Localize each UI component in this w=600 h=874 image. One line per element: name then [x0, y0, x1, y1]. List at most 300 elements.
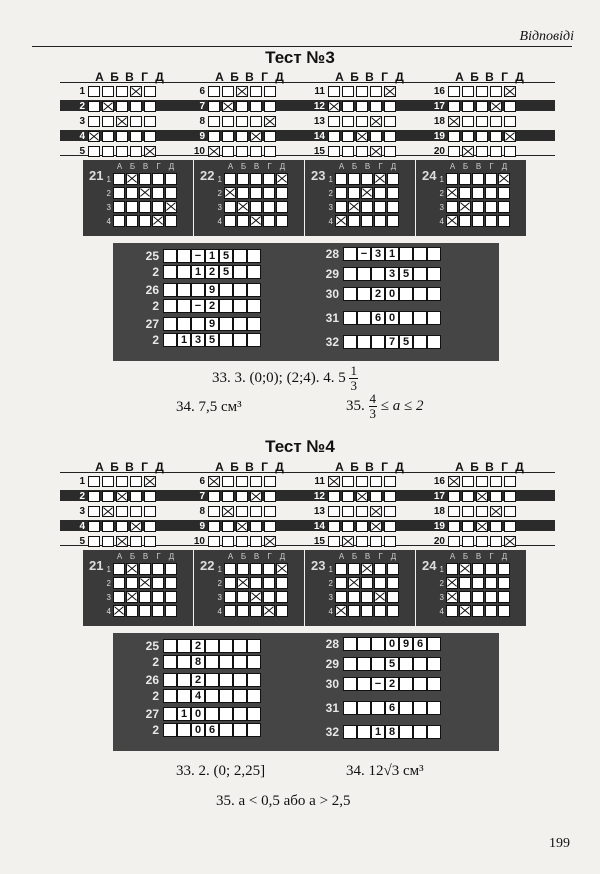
answer-box	[236, 536, 248, 547]
answer-box	[370, 491, 382, 502]
mc-question-row	[180, 504, 278, 518]
answer-box	[356, 476, 368, 487]
matching-box-marked	[335, 605, 347, 617]
matching-row-number: 2	[439, 188, 444, 198]
answer-box	[264, 506, 276, 517]
answer-cell	[163, 283, 177, 297]
answer-cell	[177, 673, 191, 687]
answer-cell	[357, 311, 371, 325]
answer-cell: 1	[191, 265, 205, 279]
letter: Д	[168, 162, 175, 171]
matching-box	[152, 605, 164, 617]
open-answer-row	[133, 283, 261, 297]
answer-cell	[413, 247, 427, 261]
answer-box	[130, 101, 142, 112]
mc-letter-header	[212, 70, 287, 84]
matching-box	[224, 563, 236, 575]
letter: Г	[267, 552, 272, 561]
letter: В	[245, 70, 254, 84]
matching-box	[165, 563, 177, 575]
open-answer-label: 29	[325, 657, 339, 671]
answer-box	[384, 476, 396, 487]
matching-box	[472, 201, 484, 213]
matching-box	[374, 187, 386, 199]
matching-box-marked	[446, 187, 458, 199]
open-answer-label: 26	[145, 673, 159, 687]
matching-row-number: 3	[217, 592, 222, 602]
letter: В	[253, 162, 260, 171]
matching-box	[113, 215, 125, 227]
answer-cell	[371, 637, 385, 651]
answer-box-marked	[328, 476, 340, 487]
answer-box	[328, 116, 340, 127]
matching-row	[439, 172, 511, 186]
answer-cell	[371, 267, 385, 281]
answer-box	[88, 86, 100, 97]
top-rule	[32, 46, 572, 47]
answer-box	[144, 116, 156, 127]
answer-cell	[399, 677, 413, 691]
answer-cell	[247, 265, 261, 279]
answer-cell	[413, 287, 427, 301]
matching-row	[439, 214, 511, 228]
answer-box	[222, 86, 234, 97]
matching-box	[387, 187, 399, 199]
answer-box-marked	[144, 476, 156, 487]
answer-box	[208, 506, 220, 517]
letter: А	[449, 162, 456, 171]
answer-box	[116, 521, 128, 532]
matching-box	[387, 605, 399, 617]
matching-row	[217, 590, 289, 604]
letter: Б	[240, 162, 247, 171]
answer-box	[222, 536, 234, 547]
answer-box	[236, 116, 248, 127]
answer-box	[448, 491, 460, 502]
matching-row-number: 1	[439, 174, 444, 184]
open-answer-row	[313, 637, 441, 651]
matching-box	[374, 577, 386, 589]
matching-box	[237, 215, 249, 227]
matching-box	[387, 201, 399, 213]
matching-box	[361, 591, 373, 603]
answer-box	[130, 536, 142, 547]
letter: В	[365, 460, 374, 474]
question-number: 6	[199, 475, 205, 487]
matching-row	[217, 604, 289, 618]
answer-cell	[163, 299, 177, 313]
answer-cell: 1	[177, 333, 191, 347]
answer-box	[462, 491, 474, 502]
answer-cell: 9	[399, 637, 413, 651]
matching-row	[439, 200, 511, 214]
answer-cell	[163, 265, 177, 279]
letter: Д	[279, 162, 286, 171]
letter: А	[338, 162, 345, 171]
matching-row-number: 3	[439, 592, 444, 602]
test-4-title: Тест №4	[265, 437, 335, 456]
mc-question-row	[180, 114, 278, 128]
answer-cell	[413, 657, 427, 671]
matching-box-marked	[126, 173, 138, 185]
matching-box	[446, 173, 458, 185]
matching-letter-header	[335, 552, 400, 561]
answer-box	[144, 131, 156, 142]
answer-cell: 2	[205, 299, 219, 313]
matching-box	[472, 187, 484, 199]
answer-cell	[219, 707, 233, 721]
matching-row	[328, 214, 400, 228]
answer-box	[476, 476, 488, 487]
answer-box	[88, 506, 100, 517]
answer-cell	[177, 317, 191, 331]
letter: Д	[501, 552, 508, 561]
answer-box	[448, 131, 460, 142]
open-answer-row	[313, 677, 441, 691]
question-number: 10	[193, 535, 205, 547]
letter: В	[125, 460, 134, 474]
answer-cell: −	[371, 677, 385, 691]
answer-box	[328, 131, 340, 142]
answer-cell	[427, 677, 441, 691]
answer-cell	[247, 639, 261, 653]
answer-box	[264, 146, 276, 157]
answer-box-marked	[462, 146, 474, 157]
matching-box	[165, 187, 177, 199]
matching-task-number: 21	[89, 558, 104, 573]
matching-box	[335, 201, 347, 213]
question-number: 11	[314, 85, 325, 97]
answer-box	[116, 101, 128, 112]
matching-box	[250, 173, 262, 185]
answer-box	[462, 521, 474, 532]
matching-box	[348, 563, 360, 575]
matching-row	[106, 186, 178, 200]
answer-box-marked	[102, 101, 114, 112]
matching-grid	[217, 562, 289, 618]
answer-cell	[343, 657, 357, 671]
matching-row	[328, 562, 400, 576]
answer-cell	[163, 707, 177, 721]
matching-box	[335, 577, 347, 589]
answer-box	[462, 506, 474, 517]
answer-cell: 1	[205, 249, 219, 263]
answer-box	[144, 101, 156, 112]
answer-box	[328, 146, 340, 157]
question-number: 15	[313, 535, 325, 547]
answer-box	[236, 101, 248, 112]
matching-grid	[217, 172, 289, 228]
matching-task-panel	[194, 550, 304, 626]
answer-cell	[413, 677, 427, 691]
answer-box	[342, 131, 354, 142]
answer-box	[370, 101, 382, 112]
matching-box	[498, 201, 510, 213]
answer-box	[448, 506, 460, 517]
test-4-answer-34: 34. 12√3 см³	[346, 763, 424, 779]
answer-box-marked	[88, 131, 100, 142]
answer-cell	[413, 267, 427, 281]
answer-box	[490, 521, 502, 532]
answer-box	[370, 476, 382, 487]
answer-cell	[191, 317, 205, 331]
matching-box	[237, 591, 249, 603]
answer-box	[342, 521, 354, 532]
answer-box	[102, 116, 114, 127]
answer-box	[504, 521, 516, 532]
answer-box	[144, 86, 156, 97]
letter: Б	[240, 552, 247, 561]
letter: Б	[230, 460, 239, 474]
question-number: 20	[433, 145, 445, 157]
open-answer-row	[313, 335, 441, 349]
matching-box-marked	[263, 605, 275, 617]
test-3-open-panel	[113, 243, 499, 361]
matching-box	[472, 563, 484, 575]
matching-box	[237, 563, 249, 575]
matching-box	[263, 201, 275, 213]
matching-row	[328, 590, 400, 604]
matching-row-number: 4	[328, 216, 333, 226]
answer-cell: 3	[371, 247, 385, 261]
mc-question-row	[420, 474, 518, 488]
answer-cell	[233, 723, 247, 737]
answer-box	[462, 101, 474, 112]
question-number: 11	[314, 475, 325, 487]
letter: В	[142, 162, 149, 171]
letter: Б	[129, 552, 136, 561]
answer-box-marked	[102, 506, 114, 517]
answer-cell	[399, 657, 413, 671]
answer-box-marked	[222, 101, 234, 112]
answer-cell: 5	[385, 657, 399, 671]
matching-row-number: 1	[328, 174, 333, 184]
matching-box-marked	[459, 201, 471, 213]
matching-box-marked	[276, 173, 288, 185]
question-number: 8	[199, 505, 205, 517]
answer-cell	[177, 655, 191, 669]
answer-box	[144, 536, 156, 547]
matching-box	[165, 173, 177, 185]
answer-cell	[219, 299, 233, 313]
matching-box	[224, 201, 236, 213]
matching-box	[237, 605, 249, 617]
matching-task-panel	[416, 160, 526, 236]
answer-box-marked	[208, 146, 220, 157]
matching-task-number: 24	[422, 168, 437, 183]
answer-cell: 2	[385, 677, 399, 691]
matching-grid	[106, 172, 178, 228]
matching-box-marked	[237, 201, 249, 213]
mc-letter-header	[452, 460, 527, 474]
answer-box	[250, 146, 262, 157]
matching-box	[224, 215, 236, 227]
answer-cell	[177, 689, 191, 703]
test-4-open-panel	[113, 633, 499, 751]
matching-row-number: 2	[106, 188, 111, 198]
mc-letter-header	[212, 460, 287, 474]
answer-box-marked	[504, 536, 516, 547]
answer-box	[476, 146, 488, 157]
matching-box	[498, 215, 510, 227]
question-number: 9	[199, 520, 205, 532]
page-number: 199	[549, 836, 570, 851]
letter: А	[215, 70, 224, 84]
answer-cell	[219, 283, 233, 297]
letter: А	[95, 70, 104, 84]
matching-row	[217, 186, 289, 200]
answer-cell	[247, 249, 261, 263]
matching-grid	[439, 562, 511, 618]
letter: Г	[261, 70, 268, 84]
answer-cell: 1	[371, 725, 385, 739]
matching-box	[387, 563, 399, 575]
answer-box	[462, 536, 474, 547]
answer-box	[356, 101, 368, 112]
letter: В	[485, 70, 494, 84]
open-answer-label: 27	[145, 707, 159, 721]
answer-box	[342, 146, 354, 157]
answer-box	[144, 491, 156, 502]
answer-box-marked	[504, 86, 516, 97]
matching-box	[335, 173, 347, 185]
answer-cell	[427, 287, 441, 301]
mc-question-row	[420, 114, 518, 128]
open-answer-row	[133, 299, 261, 313]
mc-question-row	[420, 129, 518, 143]
matching-box	[485, 577, 497, 589]
question-number: 4	[79, 520, 85, 532]
answer-cell	[343, 701, 357, 715]
letter: В	[365, 70, 374, 84]
open-answer-row	[133, 265, 261, 279]
answer-cell: 6	[205, 723, 219, 737]
answer-box-marked	[504, 131, 516, 142]
mc-question-row	[60, 99, 158, 113]
answer-box	[328, 86, 340, 97]
matching-letter-header	[446, 162, 511, 171]
answer-box-marked	[490, 101, 502, 112]
question-number: 13	[313, 115, 325, 127]
answer-cell	[247, 299, 261, 313]
test-3-answer-35: 35. $\frac{4}{3}$ ≤ a ≤ 2	[346, 391, 424, 421]
answer-box-marked	[448, 116, 460, 127]
matching-row-number: 1	[106, 564, 111, 574]
matching-box-marked	[498, 173, 510, 185]
question-number: 10	[193, 145, 205, 157]
answer-box-marked	[342, 536, 354, 547]
matching-box	[374, 215, 386, 227]
answer-box	[88, 146, 100, 157]
mc-question-row	[420, 504, 518, 518]
answer-box	[356, 116, 368, 127]
answer-box	[102, 131, 114, 142]
question-number: 14	[313, 130, 325, 142]
open-answer-row	[313, 701, 441, 715]
matching-box	[152, 187, 164, 199]
answer-box	[476, 101, 488, 112]
answer-box	[208, 101, 220, 112]
matching-box	[387, 577, 399, 589]
matching-box	[361, 605, 373, 617]
matching-box	[361, 577, 373, 589]
question-number: 1	[79, 85, 85, 97]
letter: Г	[501, 70, 508, 84]
letter: А	[116, 162, 123, 171]
letter: В	[245, 460, 254, 474]
matching-task-panel	[83, 550, 193, 626]
matching-box	[348, 591, 360, 603]
letter: В	[125, 70, 134, 84]
open-answer-label: 2	[152, 723, 159, 737]
matching-box	[263, 173, 275, 185]
letter: Б	[470, 70, 479, 84]
answer-cell	[247, 317, 261, 331]
matching-box-marked	[237, 577, 249, 589]
letter: Д	[275, 460, 284, 474]
open-answer-row	[313, 247, 441, 261]
letter: Г	[381, 70, 388, 84]
letter: Г	[501, 460, 508, 474]
matching-row	[439, 562, 511, 576]
answer-cell	[177, 723, 191, 737]
letter: Б	[350, 70, 359, 84]
matching-box	[165, 591, 177, 603]
answer-box	[102, 146, 114, 157]
answer-box	[222, 131, 234, 142]
answer-box-marked	[250, 491, 262, 502]
matching-box-marked	[361, 187, 373, 199]
question-number: 8	[199, 115, 205, 127]
answer-box	[102, 476, 114, 487]
answer-cell	[219, 639, 233, 653]
matching-row	[439, 590, 511, 604]
answer-cell: 0	[385, 311, 399, 325]
matching-box-marked	[459, 605, 471, 617]
answer-box-marked	[130, 86, 142, 97]
matching-box-marked	[276, 563, 288, 575]
answer-cell	[205, 639, 219, 653]
question-number: 6	[199, 85, 205, 97]
answer-cell	[357, 725, 371, 739]
mc-question-row	[300, 129, 398, 143]
matching-grid	[328, 172, 400, 228]
question-number: 18	[433, 115, 445, 127]
matching-box	[250, 187, 262, 199]
open-answer-label: 25	[145, 639, 159, 653]
answer-box	[504, 101, 516, 112]
matching-row	[217, 562, 289, 576]
answer-box	[328, 521, 340, 532]
open-answer-label: 28	[325, 247, 339, 261]
question-number: 12	[313, 100, 325, 112]
answer-cell	[233, 283, 247, 297]
matching-row-number: 3	[328, 202, 333, 212]
letter: Б	[351, 552, 358, 561]
answer-box	[490, 86, 502, 97]
mc-question-row	[300, 519, 398, 533]
matching-box	[348, 173, 360, 185]
answer-cell	[163, 723, 177, 737]
letter: Б	[462, 552, 469, 561]
matching-box	[276, 215, 288, 227]
answer-cell	[399, 725, 413, 739]
mc-question-row	[420, 534, 518, 548]
letter: Г	[156, 162, 161, 171]
matching-task-panel	[416, 550, 526, 626]
letter: Д	[395, 460, 404, 474]
answer-box	[490, 491, 502, 502]
